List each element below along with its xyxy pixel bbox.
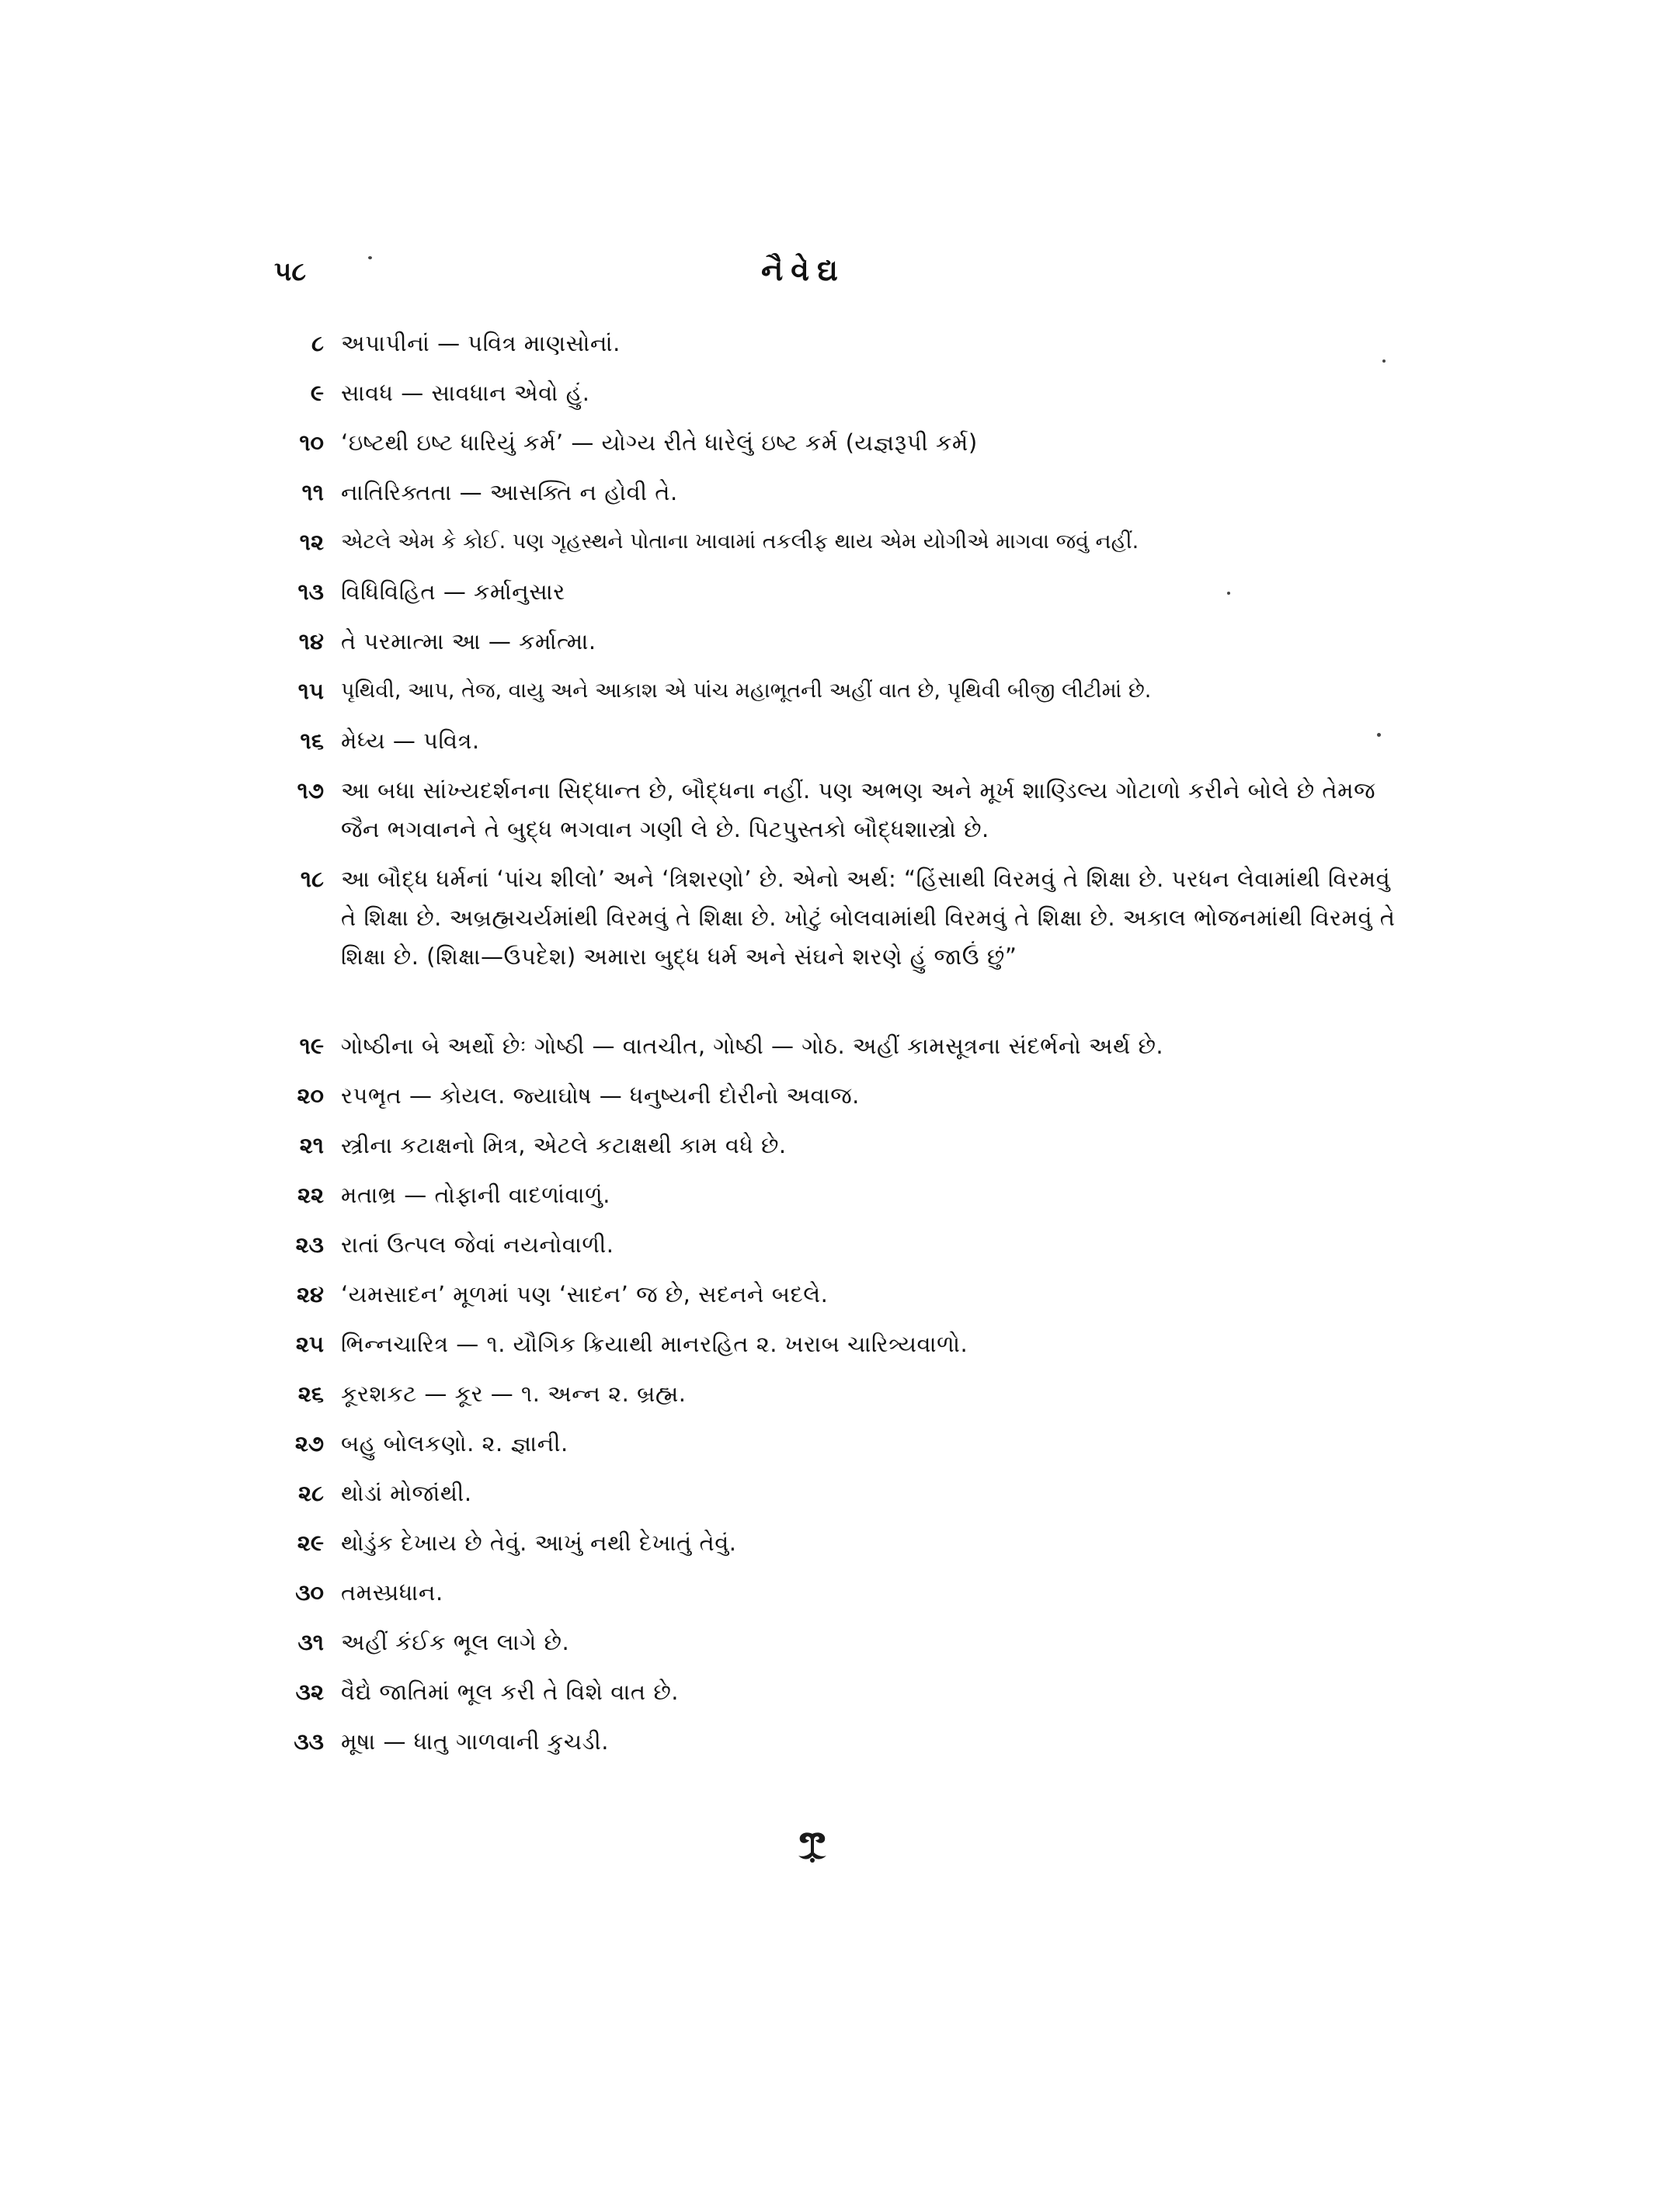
running-title: નૈવેદ્ય — [761, 253, 846, 287]
note-text: અહીં કંઈક ભૂલ લાગે છે. — [341, 1629, 570, 1655]
note-item — [276, 324, 1410, 363]
note-text: ‘ઇષ્ટથી ઇષ્ટ ધારિયું કર્મ’ — યોગ્ય રીતે ધારેલું ઇષ્ટ કર્મ (યજ્ઞરૂપી કર્મ) — [341, 429, 978, 456]
note-number: ૧૯ — [299, 1033, 324, 1059]
note-item — [276, 1474, 1410, 1512]
note-text: વૈદ્યે જાતિમાં ભૂલ કરી તે વિશે વાત છે. — [341, 1679, 679, 1705]
note-number: ૨૮ — [298, 1480, 324, 1506]
note-text: થોડુંક દેખાય છે તેવું. આખું નથી દેખાતું તેવું. — [341, 1530, 737, 1556]
note-number: ૨૬ — [297, 1380, 324, 1407]
note-number: ૨૩ — [295, 1231, 324, 1258]
note-item — [276, 373, 1410, 412]
note-text: આ બૌદ્ધ ધર્મનાં ‘પાંચ શીલો’ અને ‘ત્રિશરણો’ છે. એનો અર્થ: “હિંસાથી વિરમવું તે શિક્ષા છે. પરધન લેવામાંથી વિરમવું તે શિક્ષા છે. અબ્રહ્મચર્યમાંથી વિરમવું તે શિક્ષા છે. ખોટું બોલવામાંથી વિરમવું તે શિક્ષા છે. અકાલ ભોજનમાંથી વિરમવું તે શિક્ષા છે. (શિક્ષા—ઉપદેશ) અમારા બુદ્ધ ધર્મ અને સંઘને શરણે હું જાઉં છું” — [341, 866, 1396, 970]
note-text: ભિન્નચારિત્ર — ૧. યૌગિક ક્રિયાથી માનરહિત ૨. ખરાબ ચારિત્ર્યવાળો. — [341, 1331, 968, 1357]
note-item — [276, 473, 1410, 512]
note-text: કૂરશકટ — કૂર — ૧. અન્ન ૨. બ્રહ્મ. — [341, 1380, 687, 1407]
note-number: ૨૭ — [294, 1430, 324, 1457]
note-number: ૧૮ — [300, 866, 324, 892]
note-text: મૂષા — ધાતુ ગાળવાની કુચડી. — [341, 1728, 609, 1755]
note-number: ૨૪ — [296, 1281, 324, 1307]
note-number: ૧૨ — [299, 529, 324, 555]
print-speck — [1227, 592, 1230, 595]
note-text: વિધિવિહિત — કર્માનુસાર — [341, 578, 565, 605]
note-number: ૧૬ — [300, 727, 324, 754]
note-number: ૧૦ — [299, 429, 324, 456]
note-item — [276, 1523, 1410, 1562]
note-item — [276, 622, 1410, 661]
note-text: રાતાં ઉત્પલ જેવાં નયનોવાળી. — [341, 1231, 614, 1258]
note-number: ૧૭ — [297, 777, 324, 804]
note-item — [276, 1325, 1410, 1363]
note-text: એટલે એમ કે કોઈ. પણ ગૃહસ્થને પોતાના ખાવામાં તકલીફ થાય એમ યોગીએ માગવા જવું નહીં. — [341, 530, 1139, 554]
print-speck — [1382, 359, 1386, 363]
note-text: બહુ બોલકણો. ૨. જ્ઞાની. — [341, 1430, 569, 1457]
note-number: ૧૪ — [298, 628, 324, 655]
note-number: ૧૫ — [297, 678, 324, 704]
note-number: ૩૧ — [297, 1629, 324, 1655]
note-number: ૨૦ — [297, 1082, 324, 1109]
note-item — [276, 721, 1410, 760]
note-item — [276, 423, 1410, 462]
note-item — [276, 1076, 1410, 1115]
note-number: ૯ — [310, 380, 324, 406]
note-item — [276, 1672, 1410, 1711]
print-speck — [368, 256, 372, 259]
note-number: ૨૨ — [297, 1182, 324, 1208]
note-number: ૩૩ — [294, 1728, 324, 1755]
note-number: ૨૫ — [295, 1331, 324, 1357]
note-text: આ બધા સાંખ્યદર્શનના સિદ્ધાન્ત છે, બૌદ્ધના નહીં. પણ અભણ અને મૂર્ખ શાણ્ડિલ્ય ગોટાળો કરીને બોલે છે તેમજ જૈન ભગવાનને તે બુદ્ધ ભગવાન ગણી લે છે. પિટપુસ્તકો બૌદ્ધશાસ્ત્રો છે. — [341, 777, 1376, 842]
note-item — [276, 771, 1410, 849]
note-text: અપાપીનાં — પવિત્ર માણસોનાં. — [341, 330, 621, 356]
note-text: રપભૃત — કોયલ. જ્યાઘોષ — ધનુષ્યની દોરીનો અવાજ. — [341, 1082, 860, 1109]
note-item — [276, 1374, 1410, 1413]
fleuron-ornament-icon — [789, 1829, 836, 1865]
note-item — [276, 1424, 1410, 1463]
note-item — [276, 572, 1410, 611]
note-text: થોડાં મોજાંથી. — [341, 1480, 472, 1506]
note-number: ૮ — [311, 330, 324, 356]
note-text: સ્ત્રીના કટાક્ષનો મિત્ર, એટલે કટાક્ષથી કામ વધે છે. — [341, 1132, 787, 1158]
note-item — [276, 1275, 1410, 1314]
note-item — [276, 1623, 1410, 1662]
note-text: મેધ્ય — પવિત્ર. — [341, 727, 480, 754]
note-number: ૩૦ — [295, 1579, 324, 1606]
note-item — [276, 1225, 1410, 1264]
note-text: તમસ્પ્રધાન. — [341, 1579, 443, 1606]
note-text: નાતિરિક્તતા — આસક્તિ ન હોવી તે. — [341, 479, 678, 505]
note-item — [276, 1175, 1410, 1214]
note-text: ‘યમસાદન’ મૂળમાં પણ ‘સાદન’ જ છે, સદનને બદલે. — [341, 1281, 829, 1307]
note-item — [276, 1573, 1410, 1612]
note-item — [276, 1126, 1410, 1165]
note-number: ૨૯ — [297, 1530, 324, 1556]
note-text: મતાભ્ર — તોફાની વાદળાંવાળું. — [341, 1182, 610, 1208]
note-number: ૧૧ — [301, 479, 324, 505]
page-number: ૫૮ — [274, 256, 307, 287]
note-text: તે પરમાત્મા આ — કર્માત્મા. — [341, 628, 596, 655]
note-item — [276, 1026, 1410, 1065]
note-text: ગોષ્ઠીના બે અર્થો છેઃ ગોષ્ઠી — વાતચીત, ગોષ્ઠી — ગોઠ. અહીં કામસૂત્રના સંદર્ભનો અર્થ છે. — [341, 1033, 1164, 1059]
note-text: પૃથિવી, આપ, તેજ, વાયુ અને આકાશ એ પાંચ મહાભૂતની અહીં વાત છે, પૃથિવી બીજી લીટીમાં છે. — [341, 679, 1152, 703]
print-speck — [1377, 733, 1381, 737]
note-number: ૨૧ — [299, 1132, 324, 1158]
note-item — [276, 1722, 1410, 1761]
note-item — [276, 859, 1410, 976]
note-number: ૩૨ — [295, 1679, 324, 1705]
note-item — [276, 672, 1410, 710]
note-number: ૧૩ — [297, 578, 324, 605]
note-item — [276, 523, 1410, 561]
note-text: સાવધ — સાવધાન એવો હું. — [341, 380, 590, 406]
